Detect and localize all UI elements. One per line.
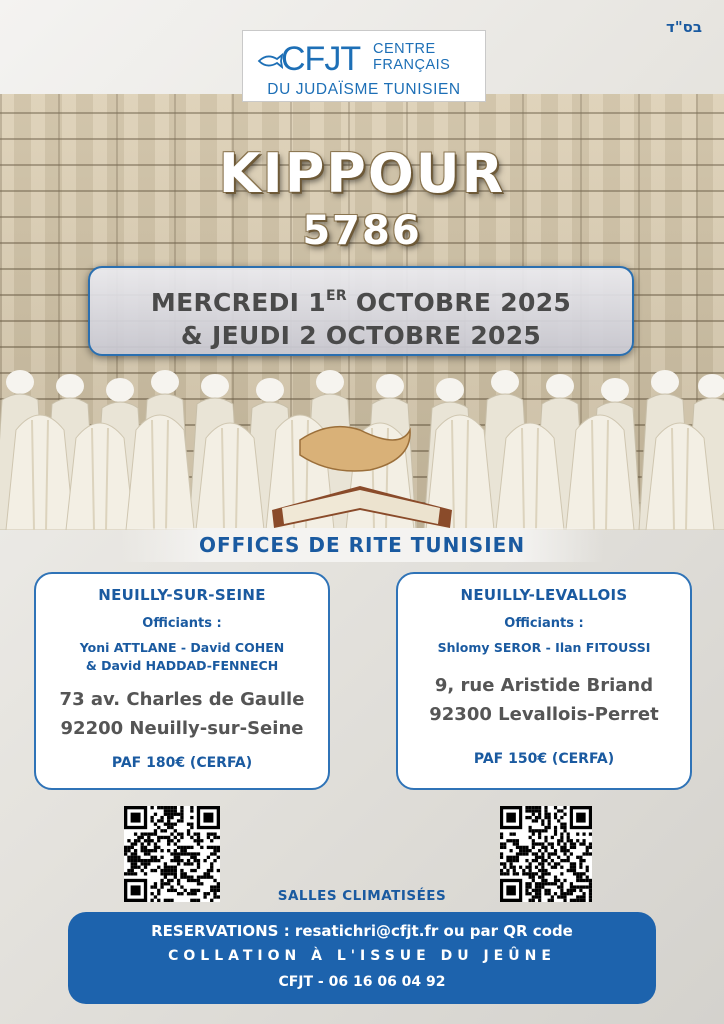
address-line-2: 92200 Neuilly-sur-Seine	[60, 718, 304, 739]
officiants-names	[36, 639, 328, 675]
salles-climatisees: SALLES CLIMATISÉES	[277, 888, 447, 904]
contact-line: CFJT - 06 16 06 04 92	[278, 974, 446, 990]
address	[36, 685, 328, 743]
price: PAF 150€ (CERFA)	[473, 751, 615, 767]
date-line-1-main: MERCREDI 1	[150, 288, 326, 317]
officiants-line-1: Yoni ATTLANE - David COHEN	[79, 640, 285, 655]
collation-line: COLLATION À L'ISSUE DU JEÛNE	[168, 948, 556, 964]
address-line-1: 73 av. Charles de Gaulle	[59, 689, 305, 710]
logo-line-judaisme: DU JUDAÏSME TUNISIEN	[267, 81, 461, 98]
cfjt-logo	[242, 30, 486, 102]
officiants-label: Officiants :	[142, 616, 222, 631]
address	[398, 671, 690, 729]
officiants-line-1: Shlomy SEROR - Ilan FITOUSSI	[437, 640, 651, 655]
logo-subtitle	[373, 41, 450, 73]
date-line-2: & JEUDI 2 OCTOBRE 2025	[180, 321, 542, 350]
hebrew-bsd-mark: בס"ד	[666, 18, 702, 36]
logo-acronym: CFJT	[281, 40, 361, 78]
logo-line-centre: CENTRE	[373, 41, 436, 57]
officiants-names	[398, 639, 690, 657]
offices-heading: OFFICES DE RITE TUNISIEN	[120, 528, 604, 562]
address-line-1: 9, rue Aristide Briand	[434, 675, 654, 696]
address-line-2: 92300 Levallois-Perret	[429, 704, 659, 725]
date-line-1-superscript: ER	[325, 288, 347, 304]
location-name: NEUILLY-SUR-SEINE	[98, 586, 266, 604]
price: PAF 180€ (CERFA)	[111, 755, 253, 771]
reservations-line: RESERVATIONS : resatichri@cfjt.fr ou par QR code	[151, 922, 573, 940]
officiants-label: Officiants :	[504, 616, 584, 631]
date-box	[88, 266, 634, 356]
officiants-line-2: & David HADDAD-FENNECH	[85, 658, 279, 673]
fish-icon	[257, 53, 283, 69]
reservations-banner	[68, 912, 656, 1004]
worshippers-illustration	[0, 360, 724, 530]
location-card-neuilly-sur-seine	[34, 572, 330, 790]
event-year: 5786	[302, 208, 422, 254]
date-line-1-rest: OCTOBRE 2025	[346, 288, 572, 317]
event-title: KIPPOUR	[218, 142, 506, 205]
date-line-1	[90, 280, 632, 319]
logo-line-francais: FRANÇAIS	[373, 57, 451, 73]
location-name: NEUILLY-LEVALLOIS	[460, 586, 628, 604]
location-card-neuilly-levallois	[396, 572, 692, 790]
